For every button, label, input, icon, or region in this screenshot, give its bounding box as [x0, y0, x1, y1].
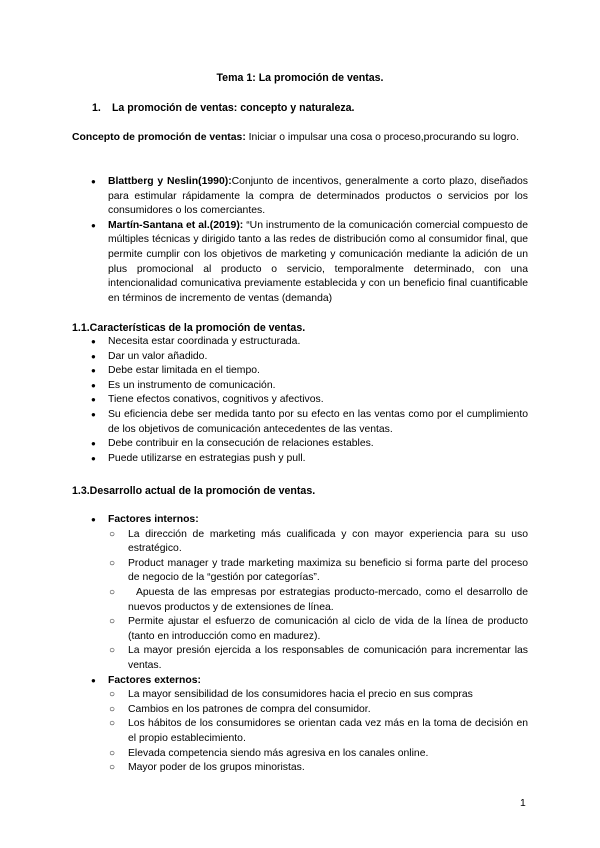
list-item: ○ Product manager y trade marketing maximiza su beneficio si forma parte del proceso de negocio de la “gestión por categorías”. [108, 557, 528, 586]
external-factors-sublist [108, 688, 528, 776]
external-factors-item [91, 674, 528, 776]
list-item: ● Puede utilizarse en estrategias push y pull. [91, 452, 528, 467]
characteristics-list [91, 335, 528, 466]
external-factors-label: Factores externos: [108, 674, 201, 686]
factors-list [91, 513, 531, 776]
list-item: ● Dar un valor añadido. [91, 350, 528, 365]
list-item: ○ Los hábitos de los consumidores se orientan cada vez más en la toma de decisión en el propio establecimiento. [108, 717, 528, 746]
section-1-title: La promoción de ventas: concepto y naturaleza. [111, 102, 355, 114]
section-1-heading [92, 101, 355, 116]
list-item: ● Debe estar limitada en el tiempo. [91, 364, 528, 379]
list-item: ● Tiene efectos conativos, cognitivos y afectivos. [91, 393, 528, 408]
list-item: ○ La mayor sensibilidad de los consumidores hacia el precio en sus compras [108, 688, 528, 703]
list-item: ○ La dirección de marketing más cualificada y con mayor experiencia para su uso estratégico. [108, 528, 528, 557]
definition-item [91, 219, 528, 307]
list-item: ○ Cambios en los patrones de compra del consumidor. [108, 703, 528, 718]
page-number: 1 [520, 798, 526, 809]
section-1-3-heading: 1.3.Desarrollo actual de la promoción de ventas. [72, 485, 316, 497]
list-item: ○ Mayor poder de los grupos minoristas. [108, 761, 528, 776]
definition-text: Conjunto de incentivos, generalmente a corto plazo, diseñados para estimular rápidamente la compra de determinados productos o servicios por los consumidores o los comerciantes. [108, 176, 528, 217]
definitions-list [91, 175, 528, 306]
section-1-number: 1. [92, 102, 101, 114]
list-item: ○ Permite ajustar el esfuerzo de comunicación al ciclo de vida de la línea de producto (tanto en introducción como en madurez). [108, 615, 528, 644]
concept-text: Iniciar o impulsar una cosa o proceso,procurando su logro. [245, 132, 519, 143]
list-item: ● Es un instrumento de comunicación. [91, 379, 528, 394]
concept-paragraph [72, 131, 528, 146]
internal-factors-label: Factores internos: [108, 514, 199, 525]
definition-item [91, 175, 528, 219]
list-item: ○ Elevada competencia siendo más agresiva en los canales online. [108, 747, 528, 762]
list-item: ○ La mayor presión ejercida a los responsables de comunicación para incrementar las ventas. [108, 644, 528, 673]
document-title: Tema 1: La promoción de ventas. [216, 72, 384, 84]
definition-author: Martín-Santana et al.(2019): [108, 219, 244, 231]
definition-author: Blattberg y Neslin(1990): [108, 176, 232, 187]
internal-factors-sublist [108, 528, 531, 674]
list-item: ● Necesita estar coordinada y estructurada. [91, 335, 528, 350]
definition-text: “Un instrumento de la comunicación comercial compuesto de múltiples técnicas y dirigido tanto a las redes de distribución como al consumidor final, que permite cumplir con los objetivos de marketing y comunicación mediante la adición de un plus promocional al producto o servicio, temporalmente determinado, con una intencionalidad comunicativa previamente establecida y con un beneficio final cuantificable en términos de incremento de ventas (demanda) [108, 219, 528, 304]
internal-factors-item [91, 513, 531, 674]
list-item: ○ Apuesta de las empresas por estrategias producto-mercado, como el desarrollo de nuevos productos y de extensiones de línea. [108, 586, 528, 615]
list-item: ● Su eficiencia debe ser medida tanto por su efecto en las ventas como por el cumplimiento de los objetivos de comunicación antecedentes de las ventas. [91, 408, 528, 437]
section-1-1-heading: 1.1.Características de la promoción de ventas. [72, 322, 306, 334]
concept-label: Concepto de promoción de ventas: [72, 132, 246, 143]
list-item: ● Debe contribuir en la consecución de relaciones estables. [91, 437, 528, 452]
